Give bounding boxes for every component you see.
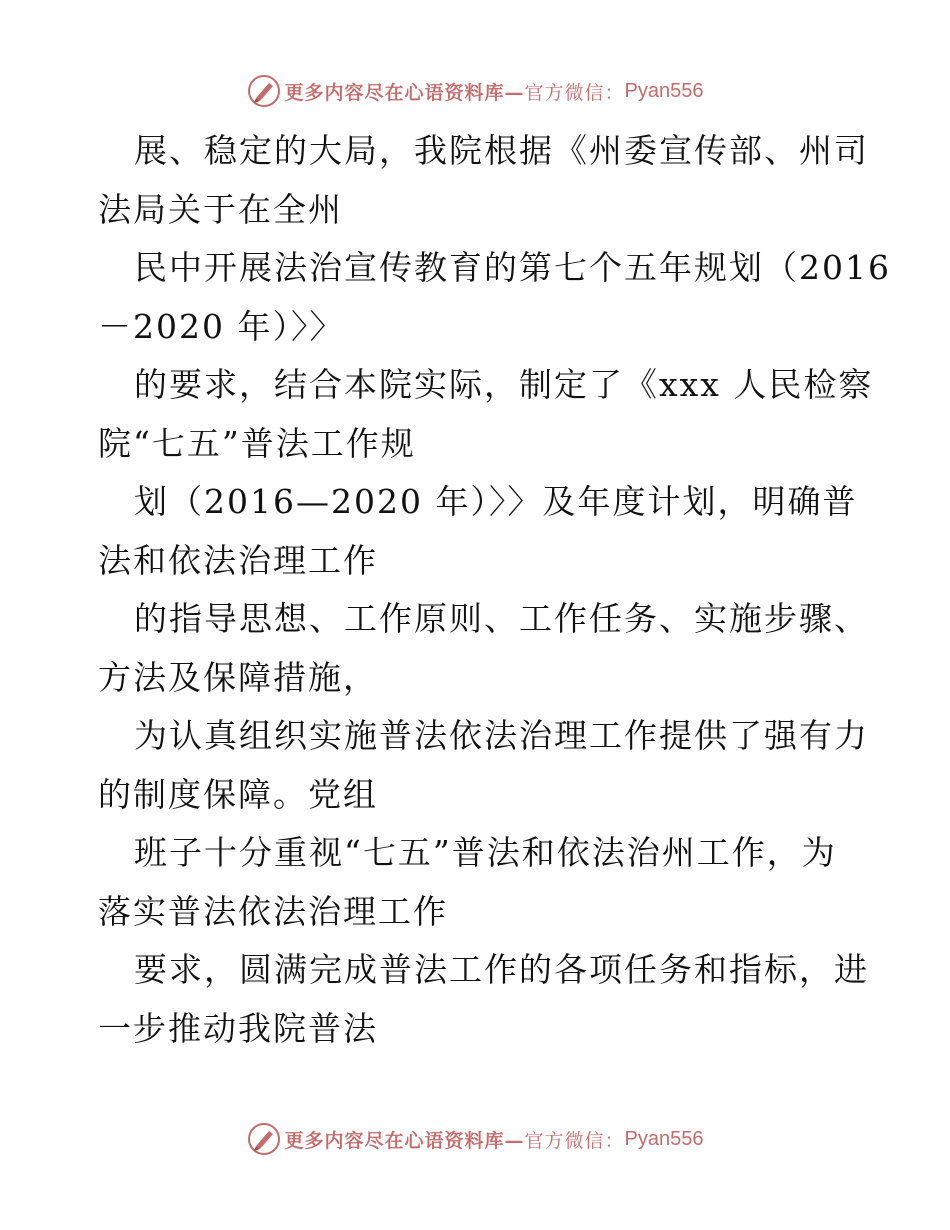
text-line: 法和依法治理工作: [98, 540, 378, 580]
text-line: 民中开展法治宣传教育的第七个五年规划（2016: [134, 248, 891, 287]
text-line: 的要求，结合本院实际，制定了《xxx 人民检察: [134, 365, 874, 404]
banner-wechat-id: Pyan556: [624, 1127, 704, 1150]
text-line: 要求，圆满完成普法工作的各项任务和指标，进: [134, 950, 869, 989]
text-line: 的制度保障。党组: [98, 774, 378, 814]
text-line: 为认真组织实施普法依法治理工作提供了强有力: [134, 716, 869, 755]
pen-logo-icon: [247, 1122, 281, 1156]
text-line: 班子十分重视“七五”普法和依法治州工作，为: [134, 833, 837, 872]
banner-wechat-id: Pyan556: [624, 79, 704, 102]
text-line: 一步推动我院普法: [98, 1008, 378, 1048]
banner-wechat-label: 官方微信：: [524, 81, 625, 104]
banner-text: 更多内容尽在心语资料库—: [284, 1129, 525, 1152]
text-line: －2020 年）〉〉: [98, 306, 345, 346]
footer-banner: [0, 1119, 950, 1159]
text-line: 展、稳定的大局，我院根据《州委宣传部、州司: [134, 131, 869, 170]
text-line: 落实普法依法治理工作: [98, 891, 448, 931]
text-line: 划（2016—2020 年）〉〉及年度计划，明确普: [134, 482, 858, 521]
text-line: 方法及保障措施，: [98, 657, 378, 697]
text-line: 的指导思想、工作原则、工作任务、实施步骤、: [134, 599, 869, 638]
document-body: [98, 122, 891, 1058]
banner-text: 更多内容尽在心语资料库—: [284, 81, 525, 104]
text-line: 法局关于在全州: [98, 189, 343, 229]
header-banner: [0, 71, 950, 111]
text-line: 院“七五”普法工作规: [98, 423, 416, 463]
banner-wechat-label: 官方微信：: [524, 1129, 625, 1152]
pen-logo-icon: [247, 74, 281, 108]
